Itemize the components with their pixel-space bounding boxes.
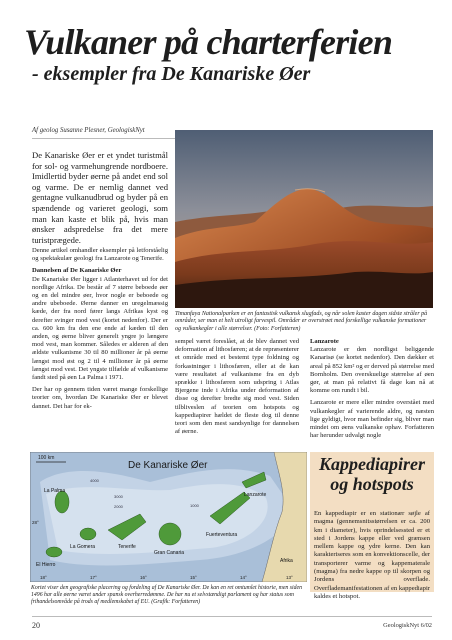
map-caption: Kortet viser den geografiske placering og fordeling af De Kanariske Øer. De kan en ret omtumlet historie, men siden 1496 har alle øerne været under spansk overherredømme. De har nu et selvstændigt parlament og har status som frihandelsomvåde på trods af medlemskabet af EU. (Grafik: Forfatteren) (31, 585, 303, 605)
longitude-17: 17° (90, 575, 97, 580)
depth-label-4000: 4000 (90, 478, 99, 483)
byline: Af geolog Susanne Plesner, GeologiskNyt (32, 127, 145, 134)
longitude-18: 18° (40, 575, 47, 580)
intro-paragraph: De Kanariske Øer er et yndet turistmål for sol- og varmehungrende nordboere. Imidlertid byder øerne på andet end sol og varme. De er nemlig dannet ved gentagne vulkanudbrud og byder på en spændende og varieret geologi, som man kan kaste et blik på, hvis man ønsker adspredelse fra det mere turistprægede. (32, 150, 168, 245)
column-2 (175, 338, 299, 440)
longitude-13: 13° (286, 575, 293, 580)
label-tenerife: Tenerife (118, 544, 136, 550)
label-fuerteventura: Fuerteventura (206, 532, 238, 538)
latitude-28: 28° (32, 520, 39, 525)
col3-body: Lanzarote er den nordligst beliggende Kanarisø (se kortet nedenfor). Den dækker et areal på 852 km² og er derved på størrelse med Bornholm. Den overskuelige størrelse af øen gør, at man på relativt få dage kan nå at komme om rundt i bil. (310, 346, 434, 395)
col1-body: De Kanariske Øer ligger i Atlanterhavet ud for det nordlige Afrika. De består af 7 større beboede øer og en del mindre øer, hvor nogle er beboede og andre ubeboede. Øerne danner en uregelmæssig kæde, der fra nord fører langs Afrikas kyst og derefter svinger mod vest (kortet nedenfor). Der er ca. 600 km fra den ene ende af kæden til den anden, og øerne bliver generelt yngre jo længere mod vest, man kommer. Således er alderen af den ældste vulkanisme 30 til 80 millioner år på øerne længst mod øst og 2 til 4 millioner år på øerne længst mod vest. Det yngste tilfælde af vulkanisme fandt sted på øen La Palma i 1971. (32, 275, 168, 382)
footer-divider (32, 616, 432, 617)
article-subtitle: - eksempler fra De Kanariske Øer (32, 63, 311, 85)
column-3 (310, 338, 434, 444)
la-palma-island (55, 491, 69, 513)
map-scale: 100 km (38, 455, 55, 461)
gran-canaria-island (159, 523, 181, 545)
col3-body-2: Lanzarote er mere eller mindre overstået med vulkankegler af varierende aldre, og næsten lige gyldigt, hvor man befinder sig, bliver man mindet om øens vulkanske ophav. Forfatteren har herunder udvalgt nogle (310, 399, 434, 440)
label-la-gomera: La Gomera (70, 544, 96, 550)
sidebar-box-text: En kappediapir er en stationær søjle af magma (gennemsnitsstørrelsen er ca. 200 km i diameter), hvis oprindelsessted er et sted i Jordens kappe eller ved grænsen mellem kappe og ydre kerne. Den kan karakteriseres som en konvektionscelle, der transporterer varme og kappematerale (magma) fra nedre kappe op til skorpen og Jordens overflade. Overflademanifestationen af en kappediapir kaldes et hotspot. (314, 510, 430, 600)
depth-label-3000: 3000 (114, 494, 123, 499)
col1-paragraph-1: Denne artikel omhandler eksempler på letforståelig og spektakulær geologi fra Lanzarote og Tenerife. (32, 247, 168, 263)
la-gomera-island (80, 528, 96, 540)
volcano-landscape-photo (175, 130, 433, 308)
depth-label-1000: 1000 (190, 503, 199, 508)
sidebar-box (310, 452, 434, 600)
longitude-15: 15° (190, 575, 197, 580)
label-lanzarote: Lanzarote (244, 492, 267, 498)
col1-heading: Dannelsen af De Kanariske Øer (32, 267, 122, 275)
label-africa: Afrika (280, 558, 293, 564)
col2-body: sempel været foreslået, at de blev dannet ved deformation af lithosfæren; at de repræsenterer et område med et bestemt type foldning og forkastninger i lithosfæren, eller at de kan være resultatet af vulkanisme fra en dyb sprække i lithosfæren som udspring i Atlas Bjergene inde i Afrika under deformation af disse og derefter bredte sig mod vest. Siden tilbliveslen af teorien om hotspots og kappediapirer hældet de fleste dog til denne teori som den mest sandsynlige for dannelsen af øerne. (175, 338, 299, 436)
column-1 (32, 247, 168, 415)
journal-issue: GeologiskNyt 6/02 (383, 622, 432, 629)
sidebar-box-title: Kappediapirer og hotspots (319, 454, 425, 494)
canary-islands-map (30, 452, 307, 582)
page-number: 20 (32, 621, 40, 630)
label-la-palma: La Palma (44, 488, 66, 494)
el-hierro-island (46, 547, 62, 557)
longitude-14: 14° (240, 575, 247, 580)
photo-caption: Timanfaya Nationalparken er en fantastisk vulkansk slugfads, og når solen kaster dagen sidste stråler på områder, ser man et helt utroligt farvespil. Områder er overstrøet med forskellige vulkanske formationer og vulkankegler i alle størrelser. (Foto: Forfatteren) (175, 311, 428, 332)
longitude-16: 16° (140, 575, 147, 580)
depth-label-2000: 2000 (114, 504, 123, 509)
col3-heading: Lanzarote (310, 338, 339, 345)
article-title: Vulkaner på charterferien (24, 22, 393, 62)
col1-body-2: Der har op gennem tiden været mange forskellige teorier om, hvordan De Kanariske Øer er blevet dannet. Det har for ek- (32, 386, 168, 410)
label-gran-canaria: Gran Canaria (154, 550, 185, 556)
map-title: De Kanariske Øer (128, 460, 208, 471)
label-el-hierro: El Hierro (36, 562, 56, 568)
